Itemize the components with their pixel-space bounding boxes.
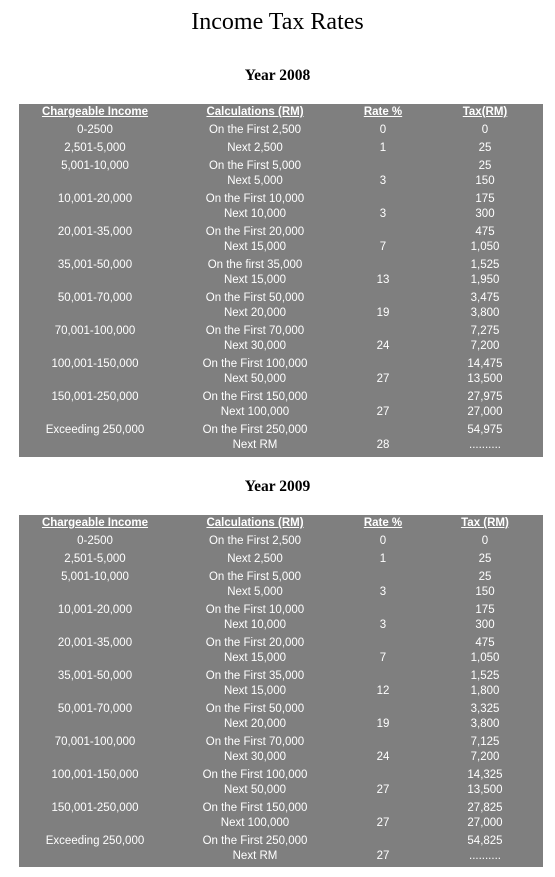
- tax-cell-line: 3,800: [470, 718, 500, 730]
- calculation-cell-line: On the First 100,000: [202, 358, 308, 370]
- tax-cell: [437, 669, 533, 699]
- rate-cell: [349, 849, 417, 864]
- tax-cell-line: 175: [475, 193, 495, 205]
- chargeable-income-cell-line: 10,001-20,000: [57, 604, 133, 616]
- chargeable-income-cell-line: 20,001-35,000: [57, 637, 133, 649]
- tax-cell-line: ..........: [469, 850, 501, 862]
- tax-cell: [437, 159, 533, 189]
- chargeable-income-cell-line: 2,501-5,000: [64, 553, 126, 565]
- chargeable-income-cell: [19, 801, 171, 816]
- calculation-cell: [174, 123, 336, 138]
- tax-cell-line: 150: [475, 586, 495, 598]
- rate-cell-line: 0: [379, 124, 387, 136]
- tax-cell: [437, 570, 533, 600]
- tax-cell: [437, 552, 533, 567]
- rate-cell-line: 24: [376, 340, 390, 352]
- tax-cell-line: 25: [478, 553, 492, 565]
- chargeable-income-cell-line: 35,001-50,000: [57, 259, 133, 271]
- rate-cell: [349, 552, 417, 567]
- table-row: [19, 389, 543, 422]
- calculation-cell-line: On the First 2,500: [208, 535, 302, 547]
- calculation-cell: [174, 534, 336, 549]
- calculation-cell: [174, 669, 336, 699]
- rate-cell-line: 0: [379, 535, 387, 547]
- rate-cell-line: 27: [376, 784, 390, 796]
- calculation-cell-line: Next 50,000: [223, 373, 286, 385]
- calculation-cell: [174, 834, 336, 864]
- calculation-cell-line: On the First 10,000: [205, 604, 305, 616]
- chargeable-income-cell-line: Exceeding 250,000: [45, 424, 145, 436]
- rate-cell-line: 3: [379, 175, 387, 187]
- chargeable-income-cell-line: 0-2500: [77, 535, 113, 547]
- rate-cell-line: 27: [376, 817, 390, 829]
- calculation-cell: [174, 768, 336, 798]
- chargeable-income-cell-line: 70,001-100,000: [54, 325, 136, 337]
- chargeable-income-cell: [19, 159, 171, 174]
- calculation-cell-line: Next 10,000: [223, 208, 286, 220]
- table-row: [19, 734, 543, 767]
- tax-cell-line: 7,200: [470, 340, 500, 352]
- tax-cell-line: ..........: [469, 439, 501, 451]
- calculation-cell: [174, 570, 336, 600]
- rate-cell: [349, 273, 417, 288]
- tax-table-2009: [19, 515, 543, 867]
- chargeable-income-cell: [19, 123, 171, 138]
- calculation-cell: [174, 258, 336, 288]
- calculation-cell-line: On the First 150,000: [202, 802, 308, 814]
- calculation-cell-line: Next 30,000: [223, 340, 286, 352]
- tax-cell: [437, 636, 533, 666]
- page-title: Income Tax Rates: [191, 9, 364, 35]
- tax-cell: [437, 258, 533, 288]
- chargeable-income-cell: [19, 702, 171, 717]
- table-header: [19, 104, 543, 122]
- rate-cell-line: 27: [376, 850, 390, 862]
- tax-cell: [437, 291, 533, 321]
- chargeable-income-cell-line: 5,001-10,000: [61, 160, 129, 172]
- tax-cell-line: 3,800: [470, 307, 500, 319]
- rate-cell-line: 28: [376, 439, 390, 451]
- rate-cell: [349, 240, 417, 255]
- table-row: [19, 800, 543, 833]
- tax-cell-line: 7,275: [470, 325, 500, 337]
- chargeable-income-cell: [19, 552, 171, 567]
- chargeable-income-cell: [19, 768, 171, 783]
- rate-cell-line: 19: [376, 307, 390, 319]
- chargeable-income-cell: [19, 423, 171, 438]
- calculation-cell-line: On the First 70,000: [205, 325, 305, 337]
- calculation-cell-line: Next 2,500: [227, 553, 283, 565]
- calculation-cell-line: Next 30,000: [223, 751, 286, 763]
- calculation-cell-line: Next 15,000: [223, 274, 286, 286]
- calculation-cell-line: On the First 250,000: [202, 835, 308, 847]
- rate-cell-line: 27: [376, 406, 390, 418]
- calculation-cell: [174, 324, 336, 354]
- rate-cell: [349, 141, 417, 156]
- calculation-cell: [174, 801, 336, 831]
- header-rate: Rate %: [363, 517, 403, 529]
- chargeable-income-cell: [19, 534, 171, 549]
- calculation-cell-line: On the First 5,000: [208, 160, 302, 172]
- rate-cell-line: 1: [379, 553, 387, 565]
- tax-cell: [437, 423, 533, 453]
- table-row: [19, 224, 543, 257]
- chargeable-income-cell: [19, 834, 171, 849]
- chargeable-income-cell-line: 100,001-150,000: [51, 358, 139, 370]
- rate-cell-line: 3: [379, 586, 387, 598]
- calculation-cell-line: On the First 150,000: [202, 391, 308, 403]
- tax-cell-line: 1,525: [470, 670, 500, 682]
- table-row: [19, 635, 543, 668]
- tax-cell-line: 14,325: [467, 769, 503, 781]
- rate-cell: [349, 123, 417, 138]
- calculation-cell-line: On the First 2,500: [208, 124, 302, 136]
- tax-cell-line: 13,500: [467, 784, 503, 796]
- rate-cell: [349, 438, 417, 453]
- table-row: [19, 602, 543, 635]
- tax-cell: [437, 534, 533, 549]
- tax-cell-line: 7,125: [470, 736, 500, 748]
- tax-cell-line: 475: [475, 226, 495, 238]
- table-row: [19, 767, 543, 800]
- tax-cell-line: 3,475: [470, 292, 500, 304]
- rate-cell: [349, 816, 417, 831]
- chargeable-income-cell-line: 50,001-70,000: [57, 292, 133, 304]
- chargeable-income-cell: [19, 570, 171, 585]
- chargeable-income-cell: [19, 225, 171, 240]
- table-row: [19, 257, 543, 290]
- rate-cell-line: 1: [379, 142, 387, 154]
- tax-cell-line: 300: [475, 208, 495, 220]
- chargeable-income-cell-line: 0-2500: [77, 124, 113, 136]
- calculation-cell: [174, 291, 336, 321]
- chargeable-income-cell: [19, 603, 171, 618]
- tax-cell: [437, 834, 533, 864]
- rate-cell: [349, 207, 417, 222]
- rate-cell: [349, 651, 417, 666]
- calculation-cell: [174, 390, 336, 420]
- calculation-cell: [174, 159, 336, 189]
- calculation-cell-line: Next 5,000: [227, 175, 283, 187]
- calculation-cell-line: Next 2,500: [227, 142, 283, 154]
- year-2009-title: Year 2009: [244, 478, 311, 495]
- tax-cell: [437, 192, 533, 222]
- rate-cell: [349, 174, 417, 189]
- tax-cell-line: 475: [475, 637, 495, 649]
- table-row: [19, 533, 543, 551]
- table-row: [19, 569, 543, 602]
- calculation-cell-line: Next 15,000: [223, 685, 286, 697]
- rate-cell: [349, 372, 417, 387]
- calculation-cell-line: On the First 35,000: [205, 670, 305, 682]
- tax-cell-line: 54,975: [467, 424, 503, 436]
- chargeable-income-cell-line: 150,001-250,000: [51, 802, 139, 814]
- tax-cell-line: 25: [478, 160, 492, 172]
- chargeable-income-cell-line: 150,001-250,000: [51, 391, 139, 403]
- chargeable-income-cell: [19, 324, 171, 339]
- chargeable-income-cell-line: 100,001-150,000: [51, 769, 139, 781]
- calculation-cell-line: Next RM: [232, 850, 278, 862]
- table-row: [19, 158, 543, 191]
- tax-cell-line: 1,950: [470, 274, 500, 286]
- tax-cell-line: 1,050: [470, 652, 500, 664]
- rate-cell-line: 3: [379, 619, 387, 631]
- tax-cell-line: 7,200: [470, 751, 500, 763]
- rate-cell-line: 7: [379, 241, 387, 253]
- calculation-cell-line: On the First 5,000: [208, 571, 302, 583]
- chargeable-income-cell: [19, 636, 171, 651]
- calculation-cell: [174, 141, 336, 156]
- tax-cell-line: 25: [478, 571, 492, 583]
- tax-cell: [437, 324, 533, 354]
- calculation-cell-line: Next 5,000: [227, 586, 283, 598]
- tax-cell-line: 54,825: [467, 835, 503, 847]
- tax-cell-line: 0: [481, 535, 489, 547]
- rate-cell: [349, 405, 417, 420]
- rate-cell-line: 19: [376, 718, 390, 730]
- rate-cell: [349, 717, 417, 732]
- table-row: [19, 422, 543, 455]
- chargeable-income-cell-line: 5,001-10,000: [61, 571, 129, 583]
- chargeable-income-cell-line: 50,001-70,000: [57, 703, 133, 715]
- chargeable-income-cell: [19, 258, 171, 273]
- rate-cell: [349, 750, 417, 765]
- calculation-cell-line: Next 50,000: [223, 784, 286, 796]
- calculation-cell-line: Next 15,000: [223, 652, 286, 664]
- table-header: [19, 515, 543, 533]
- table-row: [19, 140, 543, 158]
- chargeable-income-cell-line: 70,001-100,000: [54, 736, 136, 748]
- calculation-cell: [174, 357, 336, 387]
- chargeable-income-cell-line: 10,001-20,000: [57, 193, 133, 205]
- rate-cell: [349, 618, 417, 633]
- table-row: [19, 356, 543, 389]
- calculation-cell-line: On the First 100,000: [202, 769, 308, 781]
- calculation-cell-line: On the First 20,000: [205, 226, 305, 238]
- rate-cell-line: 27: [376, 373, 390, 385]
- tax-cell-line: 300: [475, 619, 495, 631]
- rate-cell: [349, 585, 417, 600]
- calculation-cell-line: Next RM: [232, 439, 278, 451]
- tax-cell: [437, 141, 533, 156]
- table-row: [19, 122, 543, 140]
- calculation-cell: [174, 225, 336, 255]
- tax-cell-line: 150: [475, 175, 495, 187]
- header-chargeable-income: Chargeable Income: [41, 106, 149, 118]
- calculation-cell: [174, 192, 336, 222]
- tax-cell: [437, 390, 533, 420]
- calculation-cell-line: Next 10,000: [223, 619, 286, 631]
- calculation-cell-line: On the First 50,000: [205, 703, 305, 715]
- table-row: [19, 668, 543, 701]
- tax-cell: [437, 735, 533, 765]
- chargeable-income-cell: [19, 669, 171, 684]
- tax-cell-line: 27,000: [467, 406, 503, 418]
- tax-table-2008: [19, 104, 543, 457]
- calculation-cell: [174, 603, 336, 633]
- tax-cell: [437, 357, 533, 387]
- rate-cell: [349, 684, 417, 699]
- tax-cell: [437, 603, 533, 633]
- calculation-cell: [174, 552, 336, 567]
- calculation-cell-line: On the First 20,000: [205, 637, 305, 649]
- header-rate: Rate %: [363, 106, 403, 118]
- tax-cell: [437, 225, 533, 255]
- table-row: [19, 290, 543, 323]
- header-tax: Tax (RM): [461, 517, 509, 529]
- calculation-cell: [174, 423, 336, 453]
- calculation-cell-line: Next 20,000: [223, 307, 286, 319]
- tax-cell-line: 27,825: [467, 802, 503, 814]
- calculation-cell: [174, 702, 336, 732]
- rate-cell: [349, 339, 417, 354]
- chargeable-income-cell: [19, 735, 171, 750]
- tax-cell: [437, 801, 533, 831]
- header-calculations: Calculations (RM): [206, 517, 304, 529]
- header-calculations: Calculations (RM): [206, 106, 304, 118]
- table-row: [19, 833, 543, 866]
- chargeable-income-cell: [19, 291, 171, 306]
- calculation-cell-line: Next 100,000: [220, 406, 290, 418]
- calculation-cell-line: Next 15,000: [223, 241, 286, 253]
- table-row: [19, 701, 543, 734]
- tax-cell: [437, 768, 533, 798]
- table-row: [19, 323, 543, 356]
- tax-cell-line: 175: [475, 604, 495, 616]
- rate-cell: [349, 306, 417, 321]
- calculation-cell: [174, 735, 336, 765]
- rate-cell-line: 12: [376, 685, 390, 697]
- table-row: [19, 191, 543, 224]
- chargeable-income-cell: [19, 192, 171, 207]
- rate-cell-line: 7: [379, 652, 387, 664]
- calculation-cell-line: On the first 35,000: [207, 259, 303, 271]
- tax-cell-line: 25: [478, 142, 492, 154]
- chargeable-income-cell: [19, 390, 171, 405]
- rate-cell-line: 13: [376, 274, 390, 286]
- rate-cell-line: 24: [376, 751, 390, 763]
- tax-cell-line: 13,500: [467, 373, 503, 385]
- chargeable-income-cell-line: 2,501-5,000: [64, 142, 126, 154]
- calculation-cell-line: On the First 250,000: [202, 424, 308, 436]
- tax-cell: [437, 123, 533, 138]
- tax-cell: [437, 702, 533, 732]
- tax-cell-line: 0: [481, 124, 489, 136]
- rate-cell-line: 3: [379, 208, 387, 220]
- calculation-cell: [174, 636, 336, 666]
- header-chargeable-income: Chargeable Income: [41, 517, 149, 529]
- chargeable-income-cell-line: 20,001-35,000: [57, 226, 133, 238]
- chargeable-income-cell: [19, 357, 171, 372]
- calculation-cell-line: On the First 50,000: [205, 292, 305, 304]
- chargeable-income-cell-line: Exceeding 250,000: [45, 835, 145, 847]
- rate-cell: [349, 534, 417, 549]
- tax-cell-line: 14,475: [467, 358, 503, 370]
- tax-cell-line: 27,000: [467, 817, 503, 829]
- chargeable-income-cell-line: 35,001-50,000: [57, 670, 133, 682]
- tax-cell-line: 1,800: [470, 685, 500, 697]
- header-tax: Tax(RM): [462, 106, 508, 118]
- chargeable-income-cell: [19, 141, 171, 156]
- calculation-cell-line: Next 100,000: [220, 817, 290, 829]
- tax-cell-line: 3,325: [470, 703, 500, 715]
- tax-cell-line: 27,975: [467, 391, 503, 403]
- table-row: [19, 551, 543, 569]
- calculation-cell-line: On the First 10,000: [205, 193, 305, 205]
- year-2008-title: Year 2008: [244, 67, 311, 84]
- calculation-cell-line: Next 20,000: [223, 718, 286, 730]
- tax-cell-line: 1,525: [470, 259, 500, 271]
- calculation-cell-line: On the First 70,000: [205, 736, 305, 748]
- tax-cell-line: 1,050: [470, 241, 500, 253]
- rate-cell: [349, 783, 417, 798]
